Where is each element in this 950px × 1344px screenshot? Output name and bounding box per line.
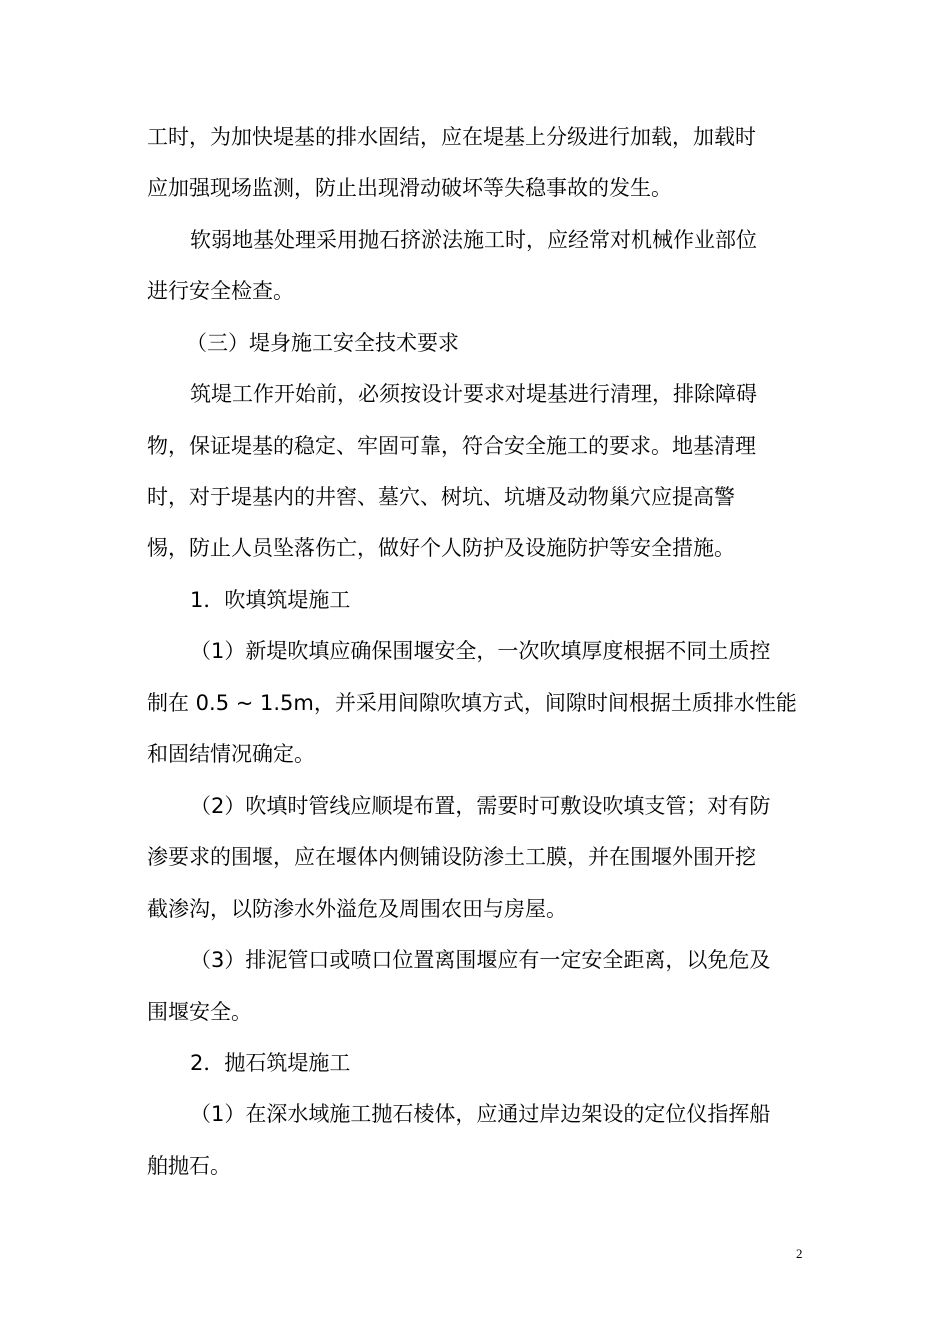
paragraph-line: 软弱地基处理采用抛石挤淤法施工时，应经常对机械作业部位 bbox=[190, 228, 757, 252]
section-heading: （三）堤身施工安全技术要求 bbox=[186, 331, 459, 355]
paragraph-line: （2）吹填时管线应顺堤布置，需要时可敷设吹填支管；对有防 bbox=[190, 794, 771, 818]
paragraph-line: 渗要求的围堰，应在堰体内侧铺设防渗土工膜，并在围堰外围开挖 bbox=[147, 845, 756, 869]
paragraph-line: 时，对于堤基内的井窖、墓穴、树坑、坑塘及动物巢穴应提高警 bbox=[147, 485, 735, 509]
paragraph-line: （1）新堤吹填应确保围堰安全，一次吹填厚度根据不同土质控 bbox=[190, 639, 771, 663]
paragraph-line: 工时，为加快堤基的排水固结，应在堤基上分级进行加载，加载时 bbox=[147, 125, 756, 149]
subsection-heading: 1．吹填筑堤施工 bbox=[190, 588, 351, 612]
paragraph-line: 截渗沟，以防渗水外溢危及周围农田与房屋。 bbox=[147, 897, 567, 921]
paragraph-line: 进行安全检查。 bbox=[147, 279, 294, 303]
paragraph-line: 和固结情况确定。 bbox=[147, 742, 315, 766]
paragraph-line: 物，保证堤基的稳定、牢固可靠，符合安全施工的要求。地基清理 bbox=[147, 434, 756, 458]
page-number: 2 bbox=[796, 1246, 803, 1261]
paragraph-line: 惕，防止人员坠落伤亡，做好个人防护及设施防护等安全措施。 bbox=[147, 536, 735, 560]
subsection-heading: 2．抛石筑堤施工 bbox=[190, 1051, 351, 1075]
paragraph-line: 筑堤工作开始前，必须按设计要求对堤基进行清理，排除障碍 bbox=[190, 382, 757, 406]
paragraph-line: （1）在深水域施工抛石棱体，应通过岸边架设的定位仪指挥船 bbox=[190, 1102, 771, 1126]
paragraph-line: 应加强现场监测，防止出现滑动破坏等失稳事故的发生。 bbox=[147, 176, 672, 200]
paragraph-line: 舶抛石。 bbox=[147, 1154, 231, 1178]
paragraph-line: 制在 0.5 ~ 1.5m，并采用间隙吹填方式，间隙时间根据土质排水性能 bbox=[147, 691, 797, 715]
paragraph-line: （3）排泥管口或喷口位置离围堰应有一定安全距离，以免危及 bbox=[190, 948, 771, 972]
paragraph-line: 围堰安全。 bbox=[147, 1000, 252, 1024]
